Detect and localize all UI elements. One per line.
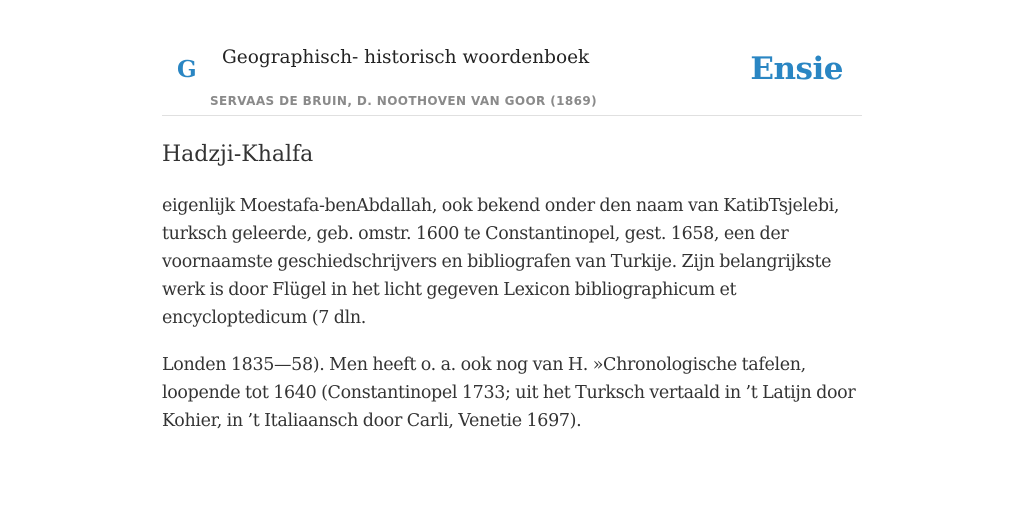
entry-paragraph: eigenlijk Moestafa-benAbdallah, ook bekend onder den naam van KatibTsjelebi, turksch geleerde, geb. omstr. 1600 te Constantinopel, gest. 1658, een der voornaamste geschiedschrijvers en bibliografen van Turkije. Zijn belangrijkste werk is door Flügel in het licht gegeven Lexicon bibliographicum et encycloptedicum (7 dln. <box>162 196 840 328</box>
ensie-logo-link[interactable]: Ensie <box>750 51 843 87</box>
dictionary-authors: SERVAAS DE BRUIN, D. NOOTHOVEN VAN GOOR (1869) <box>210 94 598 108</box>
dictionary-header <box>162 0 862 116</box>
entry-body <box>162 192 862 454</box>
dictionary-logo-icon[interactable]: G <box>177 56 197 83</box>
entry-title: Hadzji-Khalfa <box>162 142 314 167</box>
page-container <box>162 0 862 431</box>
entry-paragraph: Londen 1835—58). Men heeft o. a. ook nog van H. »Chronologische tafelen, loopende tot 1640 (Constantinopel 1733; uit het Turksch vertaald in ’t Latijn door Kohier, in ’t Italiaansch door Carli, Venetie 1697). <box>162 355 856 431</box>
dictionary-title-link[interactable]: Geographisch- historisch woordenboek <box>222 47 590 68</box>
